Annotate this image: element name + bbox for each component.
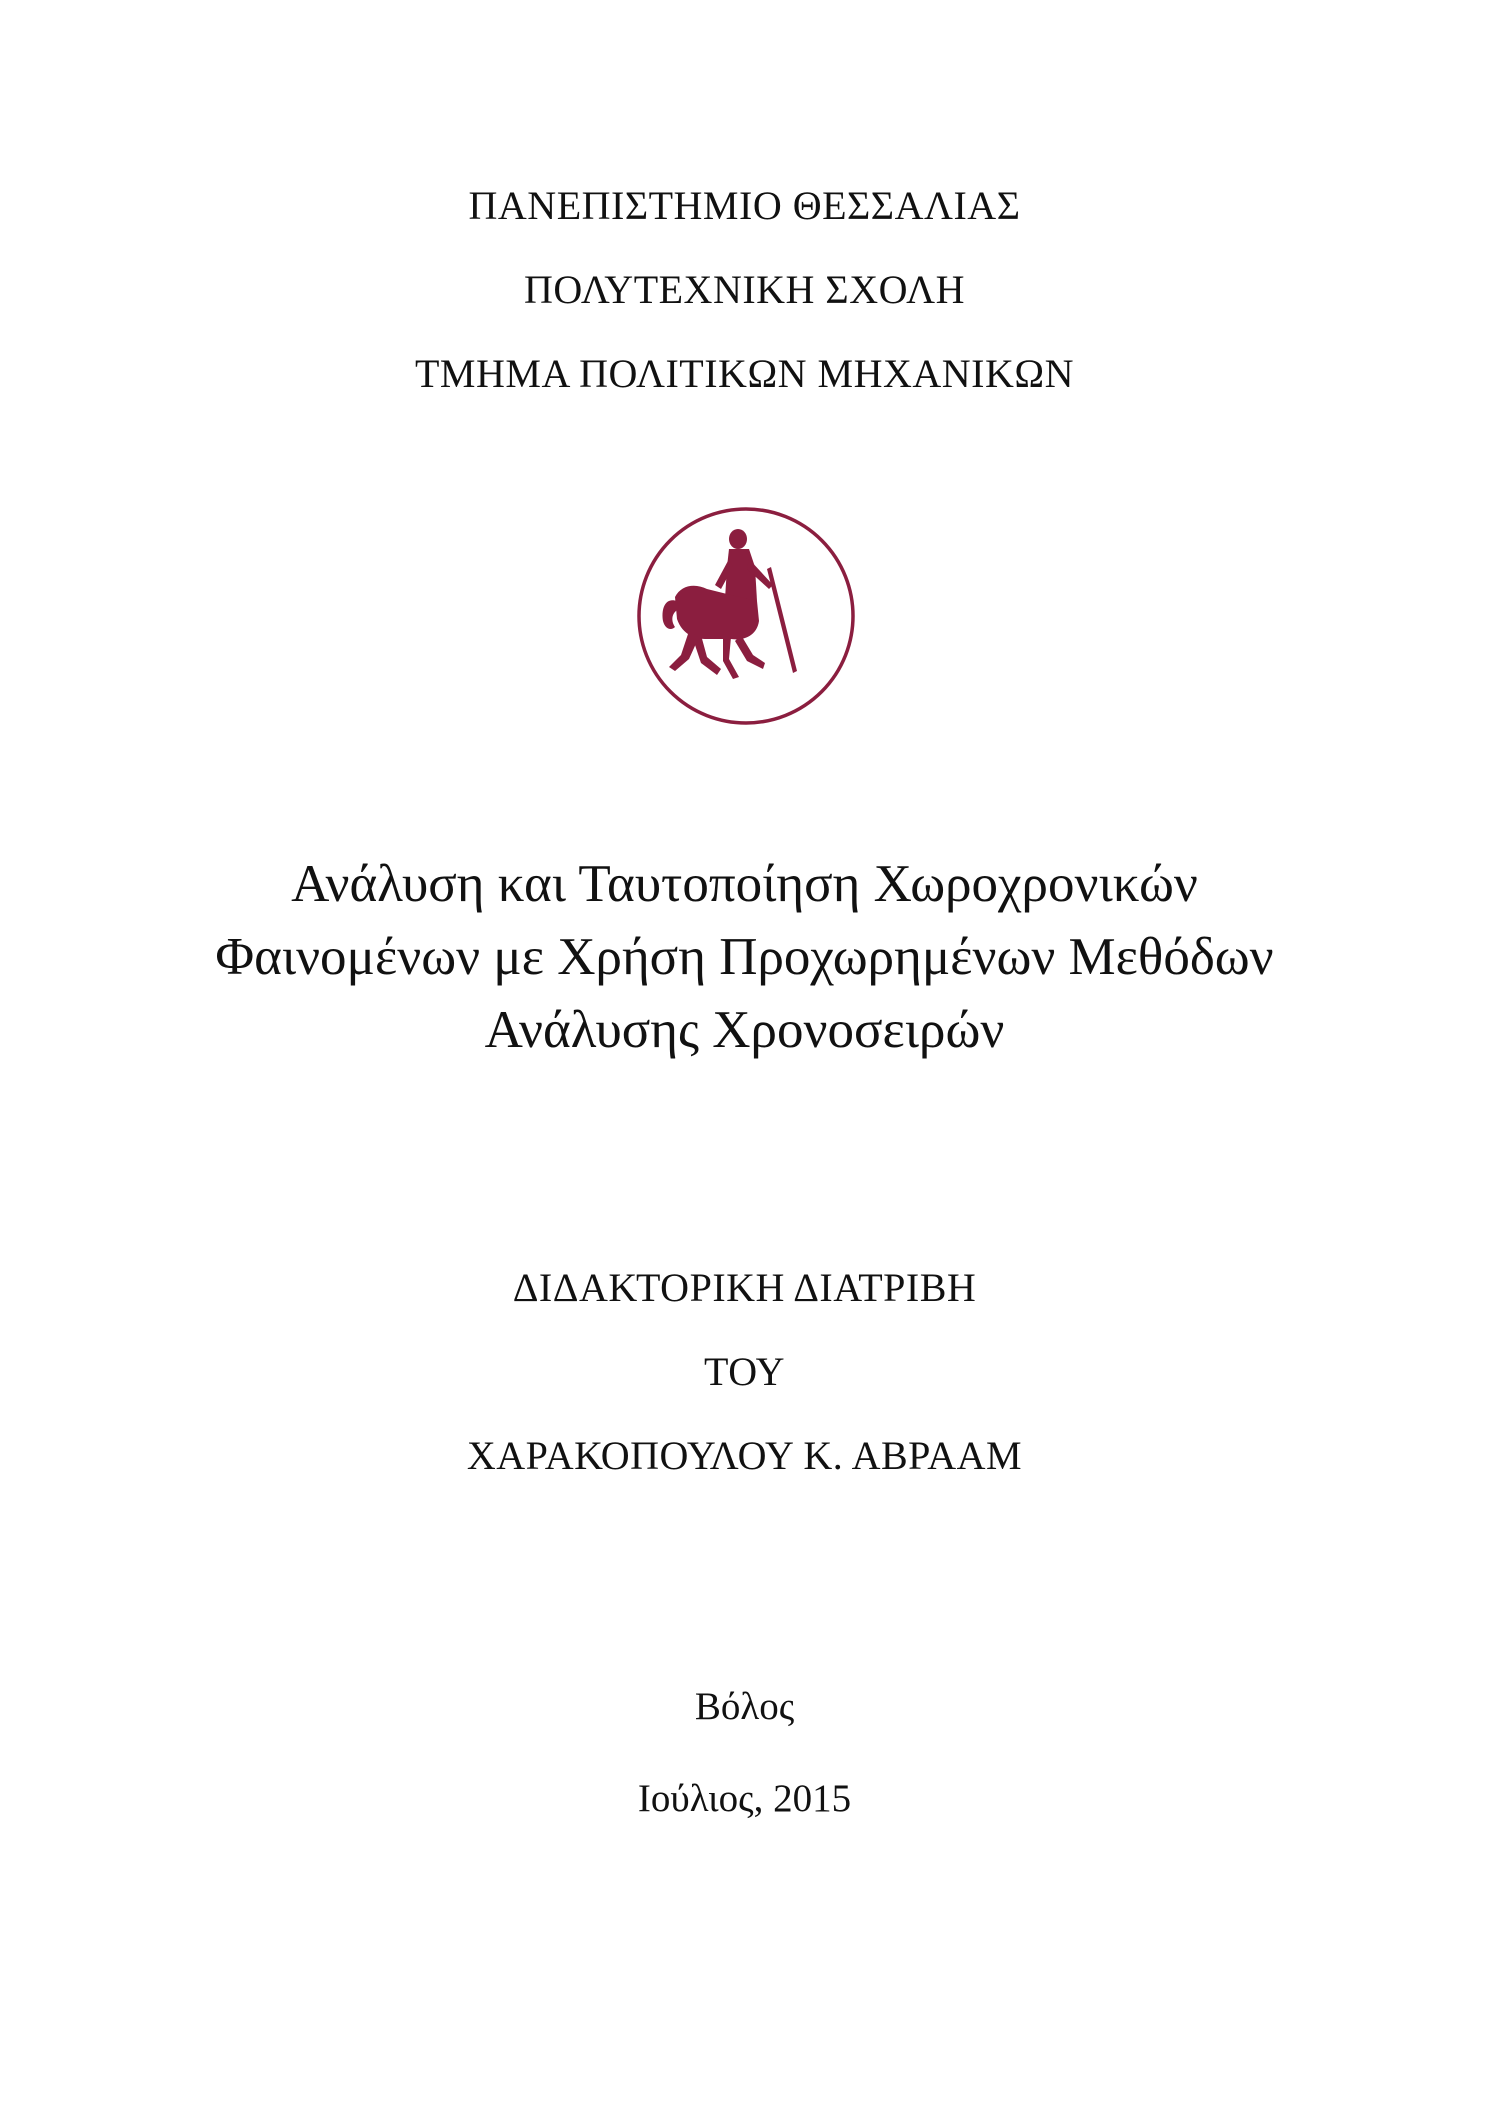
centaur-seal-icon bbox=[635, 505, 857, 727]
author-name: ΧΑΡΑΚΟΠΟΥΛΟΥ Κ. ΑΒΡΑΑΜ bbox=[466, 1433, 1023, 1478]
date: Ιούλιος, 2015 bbox=[637, 1777, 852, 1820]
thesis-type: ΔΙΔΑΚΤΟΡΙΚΗ ΔΙΑΤΡΙΒΗ bbox=[512, 1265, 977, 1310]
thesis-title-line-3: Ανάλυσης Χρονοσειρών bbox=[484, 1001, 1005, 1059]
thesis-title bbox=[0, 848, 1489, 1067]
thesis-title-line-2: Φαινομένων με Χρήση Προχωρημένων Μεθόδων bbox=[215, 928, 1274, 986]
school-name: ΠΟΛΥΤΕΧΝΙΚΗ ΣΧΟΛΗ bbox=[524, 267, 965, 312]
department-name: ΤΜΗΜΑ ΠΟΛΙΤΙΚΩΝ ΜΗΧΑΝΙΚΩΝ bbox=[414, 351, 1074, 396]
city: Βόλος bbox=[694, 1685, 795, 1728]
thesis-of: ΤΟΥ bbox=[704, 1349, 785, 1394]
thesis-title-line-1: Ανάλυση και Ταυτοποίηση Χωροχρονικών bbox=[291, 855, 1198, 913]
university-name: ΠΑΝΕΠΙΣΤΗΜΙΟ ΘΕΣΣΑΛΙΑΣ bbox=[468, 183, 1021, 228]
